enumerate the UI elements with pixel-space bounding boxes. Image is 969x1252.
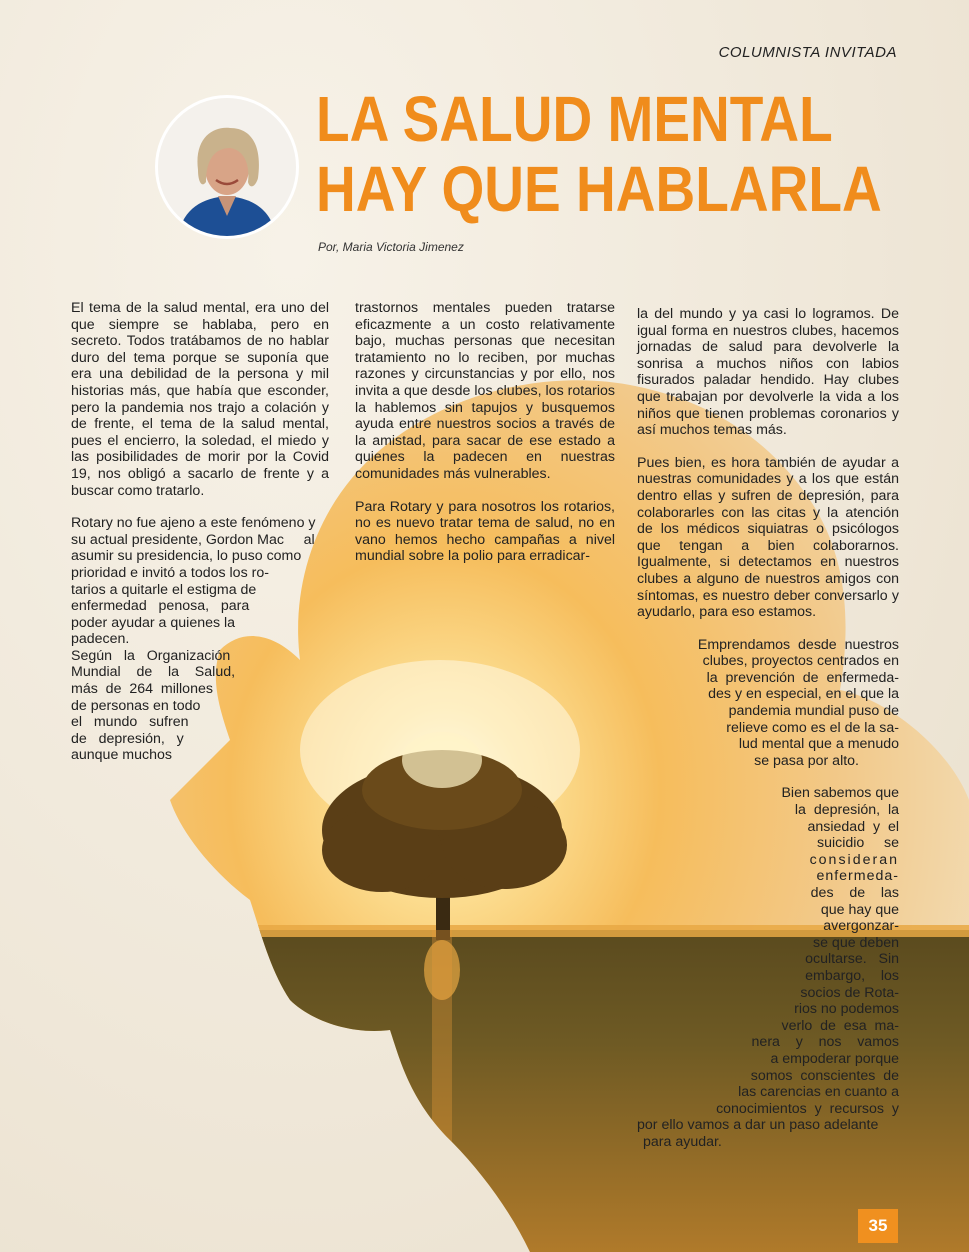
text-line: ocultarse. Sin — [805, 951, 899, 968]
text-line: tarios a quitarle el estigma de — [71, 581, 257, 598]
text-line: clubes, proyectos centrados en — [702, 653, 899, 670]
headline — [316, 84, 882, 224]
text-line: se pasa por alto. — [754, 752, 859, 769]
text-line: ansiedad y el — [807, 818, 899, 835]
text-line: su actual presidente, Gordon Mac al — [71, 531, 315, 548]
text-line: Rotary no fue ajeno a este fenómeno y — [71, 515, 316, 532]
text-line: verlo de esa ma- — [781, 1017, 899, 1034]
text-line: se que deben — [813, 934, 899, 951]
text-line: padecen. — [71, 631, 130, 648]
column-1-paragraph-3 — [71, 648, 329, 764]
text-line: relieve como es el de la sa- — [726, 719, 899, 736]
text-line: las carencias en cuanto a — [738, 1084, 899, 1101]
text-line: que hay que — [820, 901, 899, 918]
text-line: suicidio se — [816, 835, 899, 852]
column-2-paragraph-2: Para Rotary y para nosotros los rotarios, no es nuevo tratar tema de salud, no en vano hemos hecho campañas a nivel mundial sobre la polio para erradicar- — [355, 498, 615, 565]
headline-line-2: HAY QUE HABLARLA — [316, 153, 882, 225]
text-line: la prevención de enfermeda- — [706, 669, 899, 686]
text-line: Emprendamos desde nuestros — [697, 636, 899, 653]
text-line: por ello vamos a dar un paso adelante — [637, 1117, 879, 1134]
column-3-paragraph-3 — [637, 637, 899, 770]
column-3-paragraph-1: la del mundo y ya casi lo logramos. De igual forma en nuestros clubes, hacemos jornadas de salud para devolverle la sonrisa a muchos niños con labios fisurados paladar hendido. Hay clubes que trabajan por devolverle la vida a los niños que tienen problemas coronarios y así muchos temas más. — [637, 306, 899, 439]
text-line: somos conscientes de — [750, 1067, 899, 1084]
text-line: asumir su presidencia, lo puso como — [71, 548, 302, 565]
text-line: Según la Organización — [71, 647, 231, 664]
text-line: el mundo sufren — [71, 714, 189, 731]
column-3-paragraph-4 — [637, 785, 899, 1150]
text-line: consideran — [809, 851, 899, 868]
column-2-paragraph-1: trastornos mentales pueden tratarse eficazmente a un costo relativamente bajo, muchas personas que necesitan tratamiento no lo reciben, por muchas razones y circunstancias y por ello, nos invita a que desde los clubes, los rotarios la hablemos sin tapujos y busquemos ayuda entre nuestros socios a través de la amistad, para sacar de ese estado a quienes la padecen en nuestras comunidades más vulnerables. — [355, 300, 615, 482]
text-line: de depresión, y — [71, 730, 184, 747]
article-column-2 — [355, 300, 615, 565]
text-line: lud mental que a menudo — [738, 736, 899, 753]
column-1-paragraph-1: El tema de la salud mental, era uno del que siempre se hablaba, pero en secreto. Todos tratábamos de no hablar duro del tema porque se suponía que era una debilidad de la persona y mil historias más, que había que esconder, pero la pandemia nos trajo a colación y de frente, el tema de la salud mental, pues el encierro, la soledad, el miedo y las posibilidades de morir por la Covid 19, nos obligó a sacarlo de frente y a buscar como tratarlo. — [71, 300, 329, 499]
text-line: rios no podemos — [794, 1001, 899, 1018]
author-portrait-illustration — [158, 98, 296, 236]
text-line: más de 264 millones — [71, 681, 213, 698]
text-line: prioridad e invitó a todos los ro- — [71, 564, 269, 581]
text-line: conocimientos y recursos y — [716, 1100, 899, 1117]
article-column-3 — [637, 306, 899, 1151]
text-line: para ayudar. — [643, 1133, 722, 1150]
text-line: de personas en todo — [71, 697, 201, 714]
text-line: nera y nos vamos — [751, 1034, 899, 1051]
headline-line-1: LA SALUD MENTAL — [316, 83, 833, 155]
text-line: des de las — [810, 885, 899, 901]
text-line: des y en especial, en el que la — [708, 686, 899, 703]
text-line: socios de Rota- — [800, 984, 899, 1001]
text-line: a empoderar porque — [770, 1050, 899, 1067]
article-column-1 — [71, 300, 329, 764]
column-1-paragraph-2 — [71, 515, 329, 648]
text-line: aunque muchos — [71, 747, 172, 764]
text-line: enfermeda- — [816, 868, 899, 885]
page-number: 35 — [858, 1209, 898, 1243]
author-photo — [158, 98, 296, 236]
byline: Por, Maria Victoria Jimenez — [318, 240, 464, 254]
column-3-paragraph-2: Pues bien, es hora también de ayudar a nuestras comunidades y a los que están dentro ellas y sufren de depresión, para colaborarles con las citas y la atención de los médicos siquiatras o psicólogos que tengan a bien colaborarnos. Igualmente, si detectamos en nuestros clubes a alguno de nuestros amigos con síntomas, es nuestro deber conversarlo y ayudarlo, para eso estamos. — [637, 454, 899, 621]
section-label: COLUMNISTA INVITADA — [718, 44, 897, 61]
text-line: Mundial de la Salud, — [71, 664, 236, 681]
text-line: poder ayudar a quienes la — [71, 614, 236, 631]
text-line: embargo, los — [805, 967, 899, 984]
text-line: la depresión, la — [794, 802, 899, 819]
text-line: pandemia mundial puso de — [728, 703, 899, 720]
text-line: Bien sabemos que — [781, 785, 899, 802]
text-line: enfermedad penosa, para — [71, 598, 250, 615]
text-line: avergonzar- — [823, 918, 899, 935]
